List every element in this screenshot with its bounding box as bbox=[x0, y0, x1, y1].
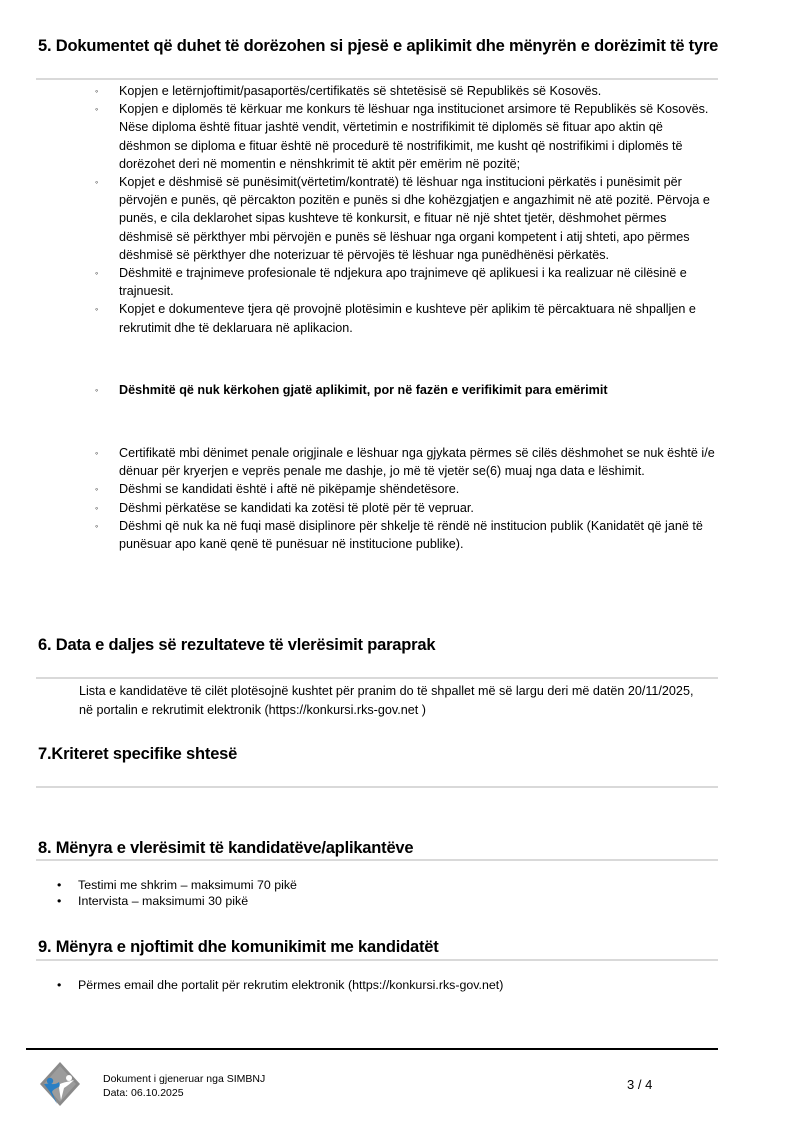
bullet-icon: • bbox=[57, 894, 62, 908]
list-item: ◦ Dëshmi se kandidati është i aftë në pikëpamje shëndetësore. bbox=[95, 480, 715, 498]
section-divider bbox=[36, 78, 718, 80]
section-9-title: 9. Mënyra e njoftimit dhe komunikimit me kandidatët bbox=[38, 938, 439, 956]
bullet-icon: ◦ bbox=[95, 104, 99, 115]
list-item: ◦ Kopjen e diplomës të kërkuar me konkurs të lëshuar nga institucionet arsimore të Republikës së Kosovës. Nëse diploma është fituar jashtë vendit, vërtetimin e nostrifikimit të diplomës së fituar apo aktin që dëshmon se diploma e fituar është në procedurë të nostrifikimit, me kusht që nostrifikimi i diplomës të dorëzohet deri në momentin e nënshkrimit të aktit për emërim në pozitë; bbox=[95, 102, 709, 171]
bullet-icon: ◦ bbox=[95, 304, 99, 315]
list-item: • Intervista – maksimumi 30 pikë bbox=[57, 894, 249, 908]
notification-methods-list bbox=[57, 977, 697, 993]
verification-documents-list bbox=[95, 444, 715, 553]
generated-date-text: Data: 06.10.2025 bbox=[103, 1087, 184, 1099]
page-number: 3 / 4 bbox=[627, 1077, 653, 1092]
list-item: ◦ Certifikatë mbi dënimet penale origjinale e lëshuar nga gjykata përmes së cilës dëshmohet se nuk është i/e dënuar për kryerjen e veprës penale me dashje, jo më të vjetër se(6) muaj nga data e lëshimit. bbox=[95, 446, 715, 479]
section-7-title: 7.Kriteret specifike shtesë bbox=[38, 745, 238, 763]
results-date-text: Lista e kandidatëve të cilët plotësojnë kushtet për pranim do të shpallet më së largu deri më datën 20/11/2025, në portalin e rekrutimit elektronik (https://konkursi.rks-gov.net ) bbox=[79, 684, 694, 717]
list-item: • Përmes email dhe portalit për rekrutim elektronik (https://konkursi.rks-gov.net) bbox=[57, 978, 504, 992]
list-item: ◦ Kopjet e dokumenteve tjera që provojnë plotësimin e kushteve për aplikim të përcaktuara në shpalljen e rekrutimit dhe të deklaruara në aplikacion. bbox=[95, 302, 696, 335]
list-item: • Testimi me shkrim – maksimumi 70 pikë bbox=[57, 878, 297, 892]
bullet-icon: • bbox=[57, 878, 62, 892]
simbnj-logo-icon bbox=[40, 1062, 80, 1106]
verification-heading: ◦ Dëshmitë që nuk kërkohen gjatë aplikimit, por në fazën e verifikimit para emërimit bbox=[95, 383, 608, 397]
required-documents-list bbox=[95, 82, 715, 337]
section-5-title: 5. Dokumentet që duhet të dorëzohen si pjesë e aplikimit dhe mënyrën e dorëzimit të tyre bbox=[38, 37, 719, 55]
bullet-icon: ◦ bbox=[95, 177, 99, 188]
bullet-icon: • bbox=[57, 978, 62, 992]
list-item: ◦ Kopjet e dëshmisë së punësimit(vërtetim/kontratë) të lëshuar nga institucioni përkatës i punësimit për përvojën e punës, që përcakton pozitën e punës si dhe kohëzgjatjen e angazhimit në atë pozitë. Përvoja e punës, e cila deklarohet sipas kushteve të konkursit, e fituar në një shtet tjetër, dëshmohet përmes dëshmisë së përkthyer mbi përvojën e punës së lëshuar nga organi kompetent i atij shteti, apo përmes dëshmisë së përkthyer dhe noterizuar të përvojës të lëshuar nga punëdhënësi përkatës. bbox=[95, 175, 710, 262]
footer-info bbox=[103, 1072, 265, 1100]
footer-divider bbox=[26, 1048, 718, 1050]
section-divider bbox=[36, 677, 718, 679]
evaluation-methods-list bbox=[57, 877, 697, 909]
section-6-title: 6. Data e daljes së rezultateve të vlerësimit paraprak bbox=[38, 636, 436, 654]
bullet-icon: ◦ bbox=[95, 268, 99, 279]
list-item: ◦ Dëshmitë e trajnimeve profesionale të ndjekura apo trajnimeve që aplikuesi i ka realizuar në cilësinë e trajnuesit. bbox=[95, 266, 687, 299]
bullet-icon: ◦ bbox=[95, 385, 99, 395]
list-item: ◦ Kopjen e letërnjoftimit/pasaportës/certifikatës së shtetësisë së Republikës së Kosovës. bbox=[95, 82, 715, 100]
section-divider bbox=[36, 859, 718, 861]
section-divider bbox=[36, 959, 718, 961]
bullet-icon: ◦ bbox=[95, 448, 99, 458]
section-8-title: 8. Mënyra e vlerësimit të kandidatëve/aplikantëve bbox=[38, 839, 414, 857]
list-item: ◦ Dëshmi përkatëse se kandidati ka zotësi të plotë për të vepruar. bbox=[95, 499, 715, 517]
bullet-icon: ◦ bbox=[95, 86, 99, 96]
generated-by-text: Dokument i gjeneruar nga SIMBNJ bbox=[103, 1073, 266, 1085]
bullet-icon: ◦ bbox=[95, 484, 99, 495]
bullet-icon: ◦ bbox=[95, 502, 99, 513]
list-item: ◦ Dëshmi që nuk ka në fuqi masë disiplinore për shkelje të rëndë në institucion publik (Kanidatët që janë të punësuar apo kanë qenë të punësuar në institucione publike). bbox=[95, 518, 703, 552]
bullet-icon: ◦ bbox=[95, 520, 99, 531]
section-divider bbox=[36, 786, 718, 788]
